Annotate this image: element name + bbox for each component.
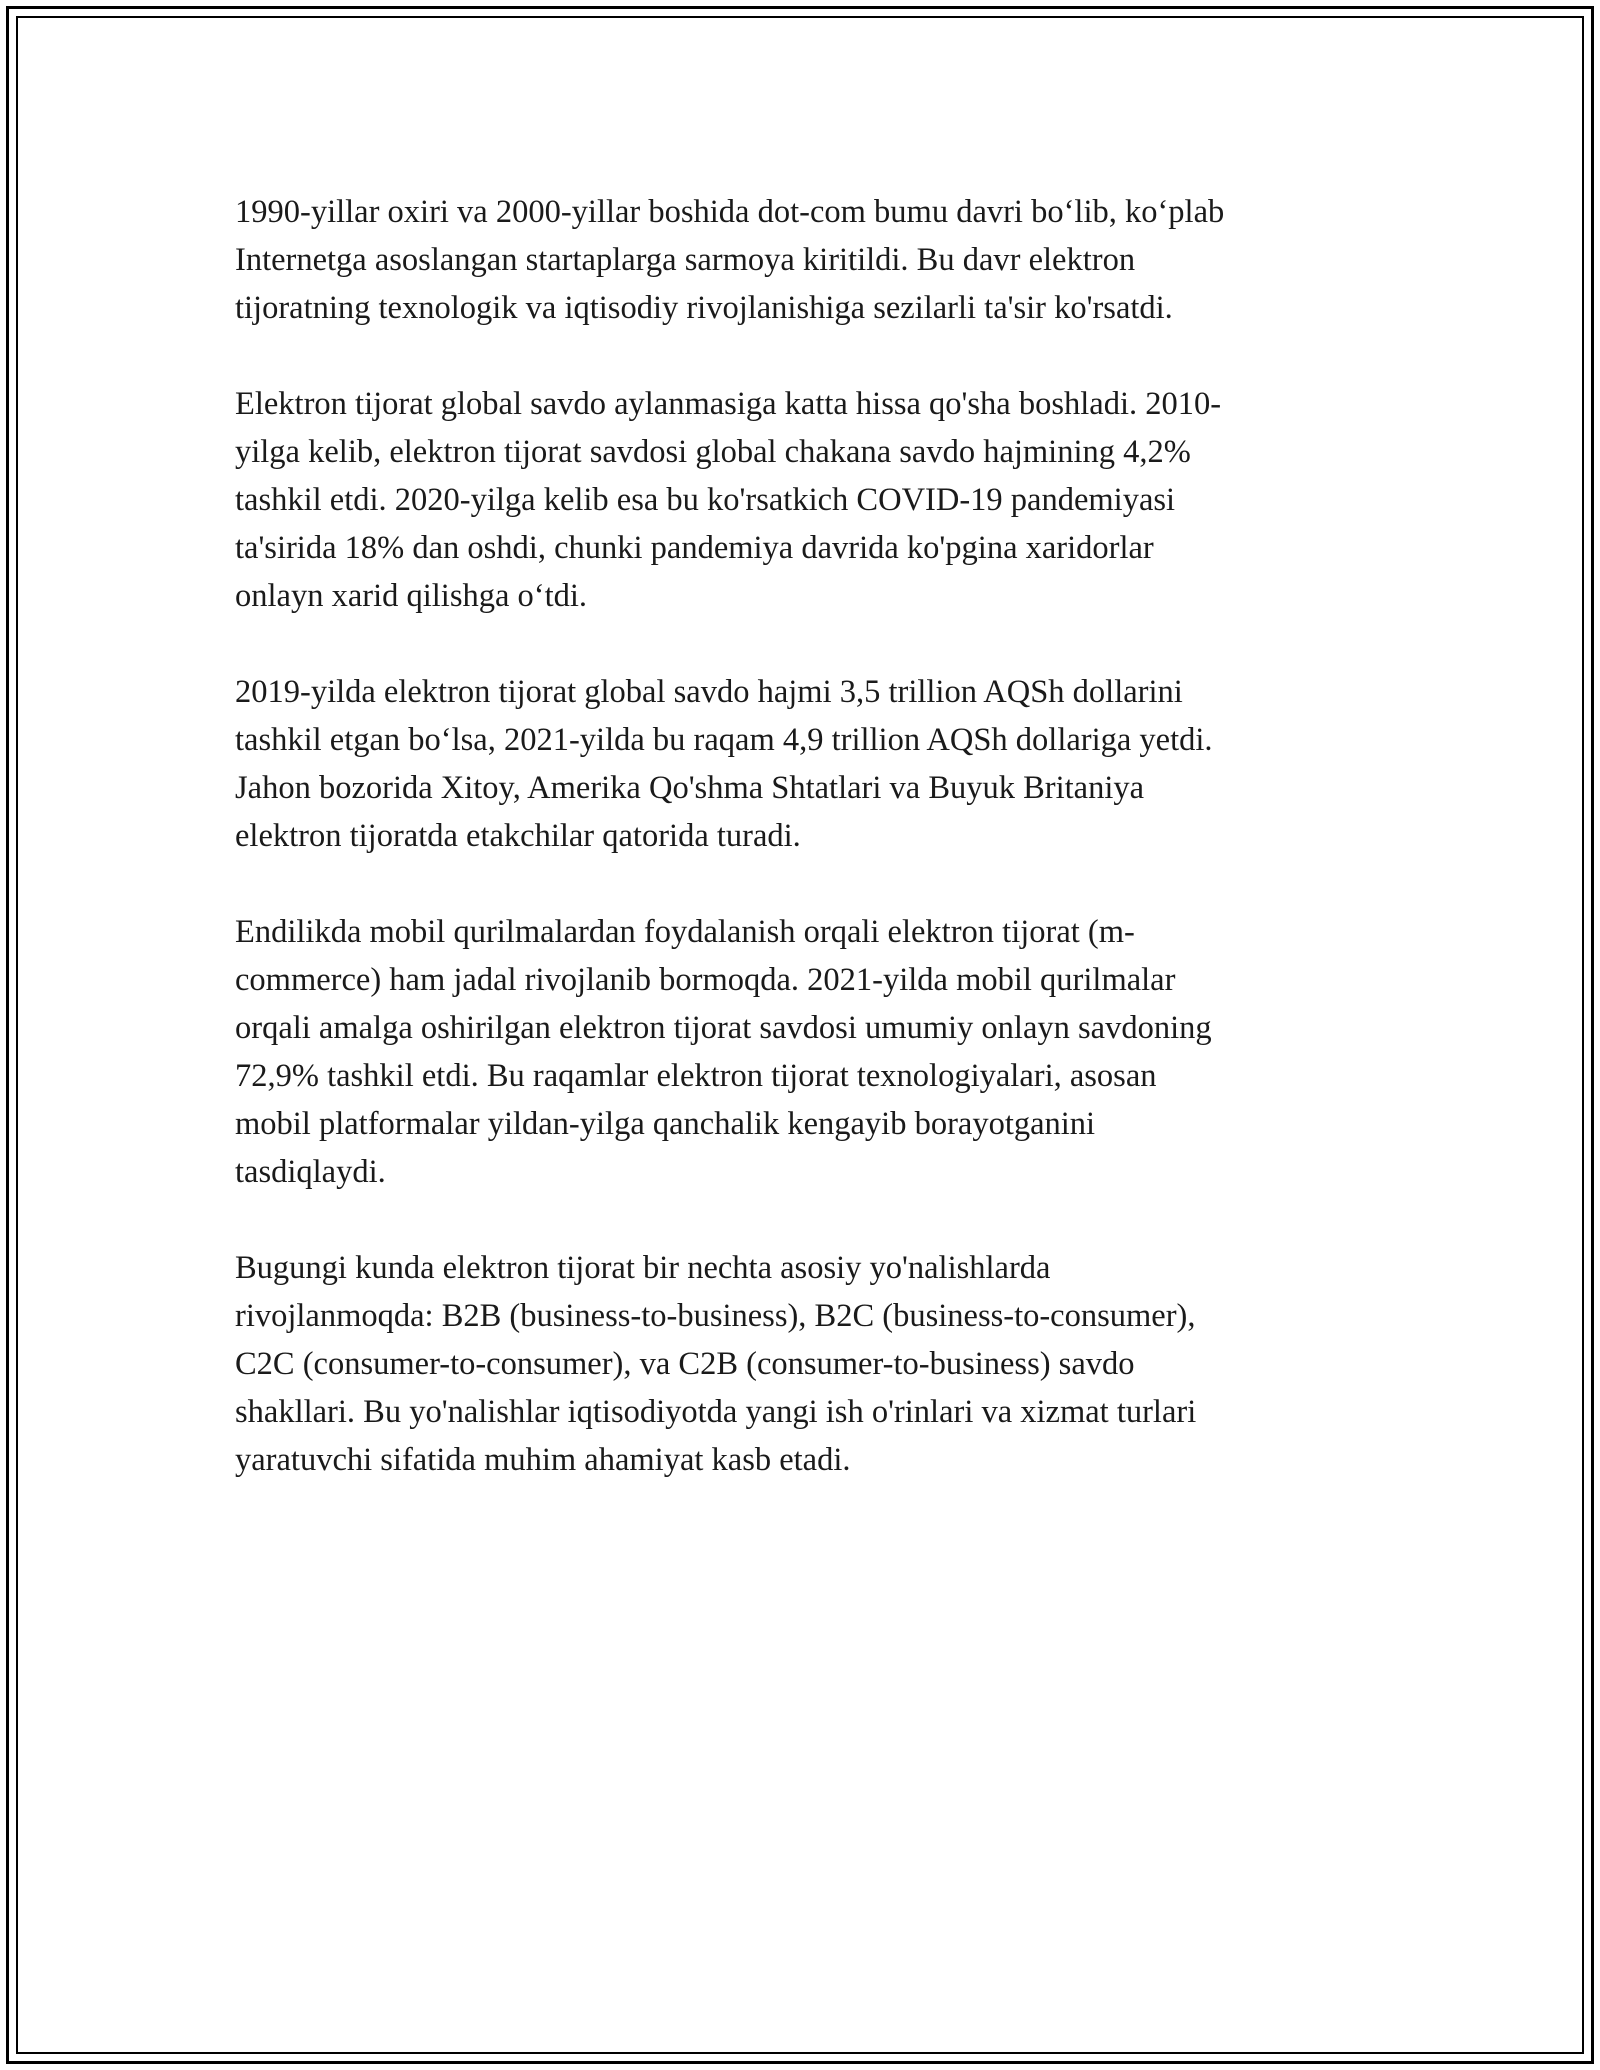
paragraph-dotcom: 1990-yillar oxiri va 2000-yillar boshida dot-com bumu davri bo‘lib, ko‘plab Internetga asoslangan startaplarga sarmoya kiritildi. Bu davr elektron tijoratning texnologik va iqtisodiy rivojlanishiga sezilarli ta'sir ko'rsatdi. [235, 194, 1225, 326]
paragraph-sales-volume: 2019-yilda elektron tijorat global savdo hajmi 3,5 trillion AQSh dollarini tashkil etgan bo‘lsa, 2021-yilda bu raqam 4,9 trillion AQSh dollariga yetdi. Jahon bozorida Xitoy, Amerika Qo'shma Shtatlari va Buyuk Britaniya elektron tijoratda etakchilar qatorida turadi. [235, 674, 1213, 854]
paragraph-directions: Bugungi kunda elektron tijorat bir nechta asosiy yo'nalishlarda rivojlanmoqda: B2B (business-to-business), B2C (business-to-consumer), C2C (consumer-to-consumer), va C2B (consumer-to-business) savdo shakllari. Bu yo'nalishlar iqtisodiyotda yangi ish o'rinlari va xizmat turlari yaratuvchi sifatida muhim ahamiyat kasb etadi. [235, 1250, 1197, 1478]
paragraph-m-commerce: Endilikda mobil qurilmalardan foydalanish orqali elektron tijorat (m- commerce) ham jadal rivojlanib bormoqda. 2021-yilda mobil qurilmalar orqali amalga oshirilgan elektron tijorat savdosi umumiy onlayn savdoning 72,9% tashkil etdi. Bu raqamlar elektron tijorat texnologiyalari, asosan mobil platformalar yildan-yilga qanchalik kengayib borayotganini tasdiqlaydi. [235, 914, 1212, 1190]
document-body [235, 188, 1365, 1532]
paragraph-global-share: Elektron tijorat global savdo aylanmasiga katta hissa qo'sha boshladi. 2010- yilga kelib, elektron tijorat savdosi global chakana savdo hajmining 4,2% tashkil etdi. 2020-yilga kelib esa bu ko'rsatkich COVID-19 pandemiyasi ta'sirida 18% dan oshdi, chunki pandemiya davrida ko'pgina xaridorlar onlayn xarid qilishga o‘tdi. [235, 386, 1222, 614]
